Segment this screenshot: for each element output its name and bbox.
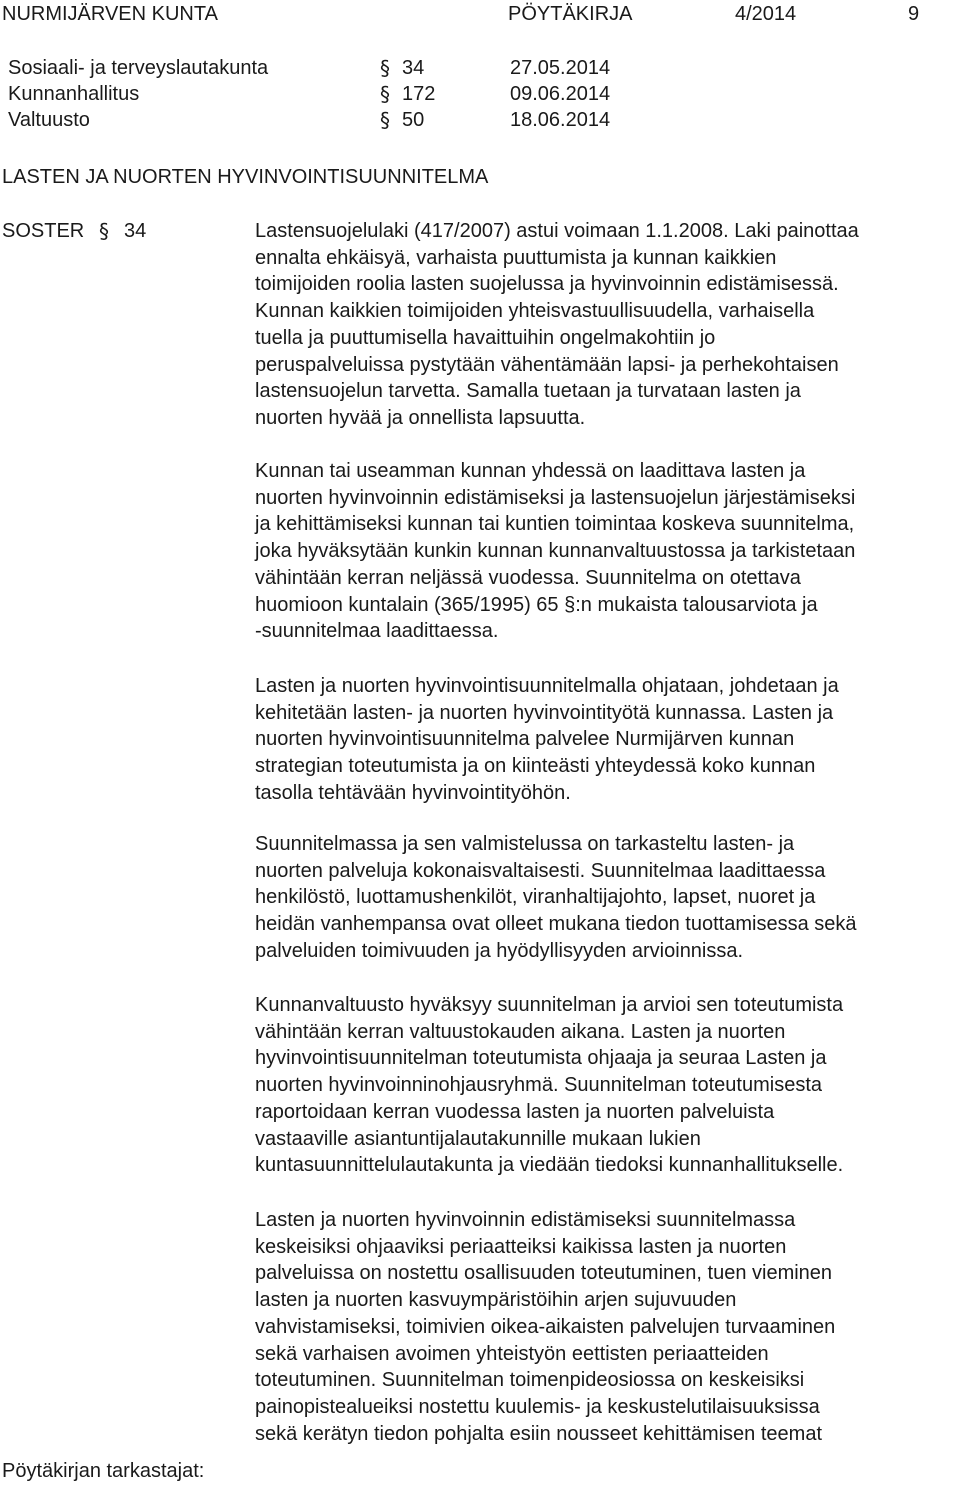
organization-name: NURMIJÄRVEN KUNTA bbox=[2, 3, 218, 25]
section-number: 34 bbox=[402, 57, 425, 79]
paragraph: Kunnanvaltuusto hyväksyy suunnitelman ja arvioi sen toteutumista vähintään kerran valtuustokauden aikana. Lasten ja nuorten hyvinvointisuunnitelman toteutumista ohjaaja ja seuraa Lasten ja nuorten hyvinvoinninohjausryhmä. Suunnitelman toteutumisesta raportoidaan kerran vuodessa lasten ja nuorten palveluista vastaaville asiantuntijalautakunnille mukaan lukien kuntasuunnittelulautakunta ja viedään tiedoksi kunnanhallitukselle. bbox=[255, 994, 844, 1177]
paragraph: Lasten ja nuorten hyvinvointisuunnitelmalla ohjataan, johdetaan ja kehitetään lasten- ja nuorten hyvinvointityötä kunnassa. Lasten ja nuorten hyvinvointisuunnitelma palvelee Nurmijärven kunnan strategian toteutumista ja on kiinteästi yhteydessä koko kunnan tasolla tehtävään hyvinvointityöhön. bbox=[255, 675, 839, 804]
section-ref-label: SOSTER bbox=[2, 220, 85, 242]
paragraph: Kunnan tai useamman kunnan yhdessä on laadittava lasten ja nuorten hyvinvoinnin edistämiseksi ja lastensuojelun järjestämiseksi ja kehittämiseksi kunnan tai kuntien toimintaa koskeva suunnitelma, joka hyväksytään kunkin kunnan kunnanvaltuustossa ja tarkistetaan vähintään kerran neljässä vuodessa. Suunnitelma on otettava huomioon kuntalain (365/1995) 65 §:n mukaista talousarviota ja -suunnitelmaa laadittaessa. bbox=[255, 460, 856, 643]
document-title: LASTEN JA NUORTEN HYVINVOINTISUUNNITELMA bbox=[2, 166, 489, 188]
document-number: 4/2014 bbox=[735, 3, 797, 25]
meeting-date: 09.06.2014 bbox=[510, 83, 611, 105]
document-type: PÖYTÄKIRJA bbox=[508, 3, 633, 25]
section-symbol: § bbox=[380, 56, 390, 80]
section-number: 50 bbox=[402, 109, 425, 131]
meeting-date: 18.06.2014 bbox=[510, 109, 611, 131]
paragraph: Suunnitelmassa ja sen valmistelussa on tarkasteltu lasten- ja nuorten palveluja kokonaisvaltaisesti. Suunnitelmaa laadittaessa henkilöstö, luottamushenkilöt, viranhaltijajohto, lapset, nuoret ja heidän vanhempansa ovat olleet mukana tiedon tuottamisessa sekä palveluiden toimivuuden ja hyödyllisyyden arvioinnissa. bbox=[255, 833, 857, 962]
meeting-date: 27.05.2014 bbox=[510, 57, 611, 79]
paragraph: Lastensuojelulaki (417/2007) astui voimaan 1.1.2008. Laki painottaa ennalta ehkäisyä, varhaista puuttumista ja kunnan kaikkien toimijoiden roolia lasten suojelussa ja hyvinvoinnin edistämisessä. Kunnan kaikkien toimijoiden yhteisvastuullisuudella, varhaisella tuella ja puuttumisella havaittuihin ongelmakohtiin jo peruspalveluissa pystytään vähentämään lapsi- ja perhekohtaisen lastensuojelun tarvetta. Samalla tuetaan ja turvataan lasten ja nuorten hyvää ja onnellista lapsuutta. bbox=[255, 220, 859, 429]
page-number: 9 bbox=[908, 3, 920, 25]
footer-reviewers-label: Pöytäkirjan tarkastajat: bbox=[2, 1460, 205, 1482]
section-number: 172 bbox=[402, 83, 436, 105]
section-symbol: § bbox=[380, 82, 390, 106]
body-name: Valtuusto bbox=[8, 109, 90, 131]
paragraph: Lasten ja nuorten hyvinvoinnin edistämiseksi suunnitelmassa keskeisiksi ohjaaviksi periaatteiksi kaikissa lasten ja nuorten palveluissa on nostettu osallisuuden toteutuminen, tuen vieminen lasten ja nuorten kasvuympäristöihin arjen sujuvuuden vahvistamiseksi, toimivien oikea-aikaisten palvelujen turvaaminen sekä varhaisen avoimen yhteistyön eettisten periaatteiden toteutuminen. Suunnitelman toimenpideosiossa on keskeisiksi painopistealueiksi nostettu kuulemis- ja keskustelutilaisuuksissa sekä kerätyn tiedon pohjalta esiin nousseet kehittämisen teemat bbox=[255, 1209, 836, 1445]
body-name: Sosiaali- ja terveyslautakunta bbox=[8, 57, 269, 79]
section-symbol: § bbox=[380, 108, 390, 132]
body-name: Kunnanhallitus bbox=[8, 83, 140, 105]
section-ref-number: 34 bbox=[124, 220, 147, 242]
section-symbol: § bbox=[99, 219, 109, 243]
